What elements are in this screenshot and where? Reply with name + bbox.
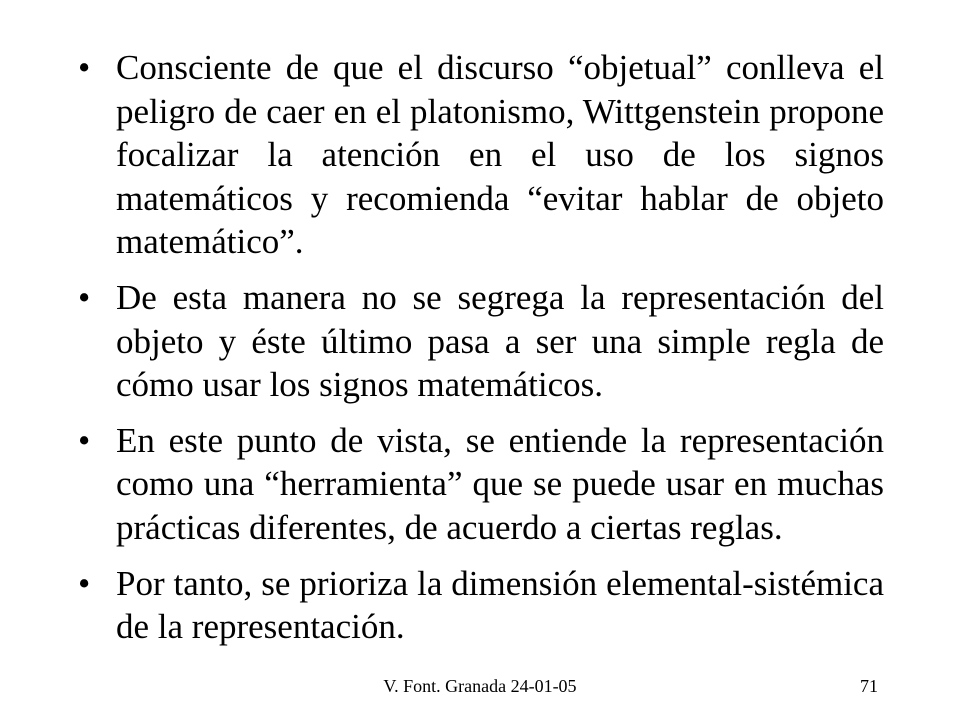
bullet-item-3 [78, 419, 884, 550]
slide-content [78, 46, 884, 661]
bullet-item-2 [78, 276, 884, 407]
bullet-icon: • [78, 420, 91, 460]
footer-author-date: V. Font. Granada 24-01-05 [383, 676, 577, 696]
bullet-text: Consciente de que el discurso “objetual” conlleva el peligro de caer en el platonismo, Wittgenstein propone focalizar la atención en el uso de los signos matemáticos y recomienda “evitar hablar de objeto matemático”. [116, 48, 884, 262]
bullet-item-4 [78, 562, 884, 649]
bullet-text: En este punto de vista, se entiende la representación como una “herramienta” que se puede usar en muchas prácticas diferentes, de acuerdo a ciertas reglas. [116, 420, 884, 547]
slide-number: 71 [860, 676, 878, 696]
bullet-text: De esta manera no se segrega la representación del objeto y éste último pasa a ser una simple regla de cómo usar los signos matemáticos. [116, 277, 884, 405]
bullet-text: Por tanto, se prioriza la dimensión elemental-sistémica de la representación. [116, 563, 884, 647]
bullet-item-1 [78, 46, 884, 264]
bullet-icon: • [78, 277, 91, 317]
bullet-icon: • [78, 48, 91, 87]
bullet-icon: • [78, 563, 91, 603]
